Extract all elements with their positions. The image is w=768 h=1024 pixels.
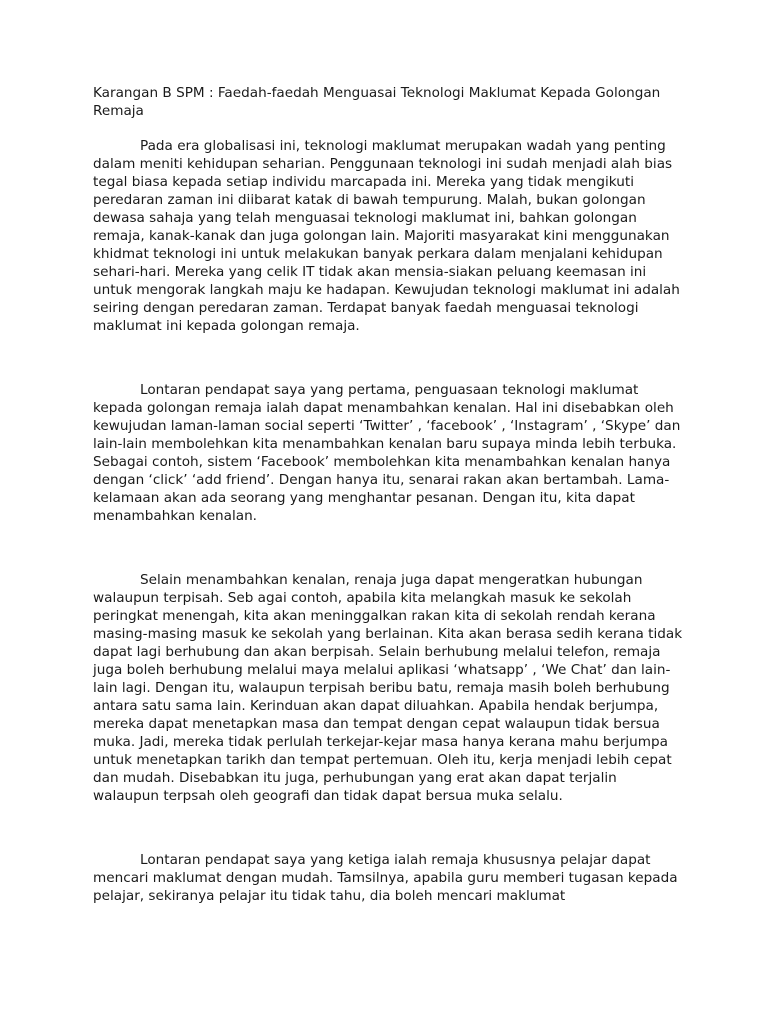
paragraph-introduction: Pada era globalisasi ini, teknologi maklumat merupakan wadah yang penting dalam meniti kehidupan seharian. Penggunaan teknologi ini sudah menjadi alah bias tegal biasa kepada setiap individu marcapada ini. Mereka yang tidak mengikuti peredaran zaman ini diibarat katak di bawah tempurung. Malah, bukan golongan dewasa sahaja yang telah menguasai teknologi maklumat ini, bahkan golongan remaja, kanak-kanak dan juga golongan lain. Majoriti masyarakat kini menggunakan khidmat teknologi ini untuk melakukan banyak perkara dalam menjalani kehidupan sehari-hari. Mereka yang celik IT tidak akan mensia-siakan peluang keemasan ini untuk mengorak langkah maju ke hadapan. Kewujudan teknologi maklumat ini adalah seiring dengan peredaran zaman. Terdapat banyak faedah menguasai teknologi maklumat ini kepada golongan remaja. — [93, 138, 680, 334]
paragraph-point-three: Lontaran pendapat saya yang ketiga ialah remaja khususnya pelajar dapat mencari maklumat dengan mudah. Tamsilnya, apabila guru memberi tugasan kepada pelajar, sekiranya pelajar itu tidak tahu, dia boleh mencari maklumat — [93, 852, 678, 904]
document-title: Karangan B SPM : Faedah-faedah Menguasai Teknologi Maklumat Kepada Golongan Remaja — [93, 85, 661, 119]
document-page — [93, 84, 683, 905]
paragraph-point-two: Selain menambahkan kenalan, renaja juga dapat mengeratkan hubungan walaupun terpisah. Seb agai contoh, apabila kita melangkah masuk ke sekolah peringkat menengah, kita akan meninggalkan rakan kita di sekolah rendah kerana masing-masing masuk ke sekolah yang berlainan. Kita akan berasa sedih kerana tidak dapat lagi berhubung dan akan berpisah. Selain berhubung melalui telefon, remaja juga boleh berhubung melalui maya melalui aplikasi ‘whatsapp’ , ‘We Chat’ dan lain-lain lagi. Dengan itu, walaupun terpisah beribu batu, remaja masih boleh berhubung antara satu sama lain. Kerinduan akan dapat diluahkan. Apabila hendak berjumpa, mereka dapat menetapkan masa dan tempat dengan cepat walaupun tidak bersua muka. Jadi, mereka tidak perlulah terkejar-kejar masa hanya kerana mahu berjumpa untuk menetapkan tarikh dan tempat pertemuan. Oleh itu, kerja menjadi lebih cepat dan mudah. Disebabkan itu juga, perhubungan yang erat akan dapat terjalin walaupun terpsah oleh geografi dan tidak dapat bersua muka selalu. — [93, 572, 683, 804]
paragraph-point-one: Lontaran pendapat saya yang pertama, penguasaan teknologi maklumat kepada golongan remaja ialah dapat menambahkan kenalan. Hal ini disebabkan oleh kewujudan laman-laman social seperti ‘Twitter’ , ‘facebook’ , ‘Instagram’ , ‘Skype’ dan lain-lain membolehkan kita menambahkan kenalan baru supaya minda lebih terbuka. Sebagai contoh, sistem ‘Facebook’ membolehkan kita menambahkan kenalan hanya dengan ‘click’ ‘add friend’. Dengan hanya itu, senarai rakan akan bertambah. Lama-kelamaan akan ada seorang yang menghantar pesanan. Dengan itu, kita dapat menambahkan kenalan. — [93, 382, 681, 524]
